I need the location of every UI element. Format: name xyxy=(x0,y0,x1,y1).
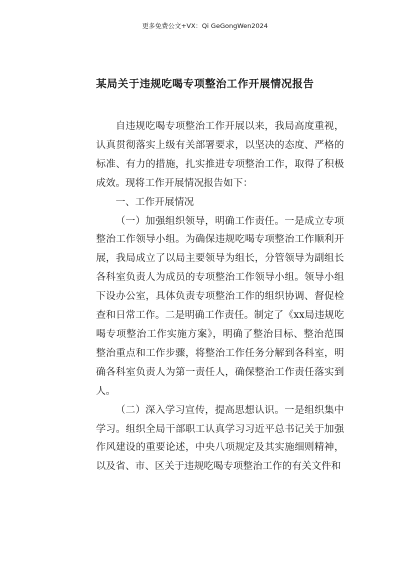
document-title: 某局关于违规吃喝专项整治工作开展情况报告 xyxy=(96,78,314,90)
paragraph-organization: （一）加强组织领导，明确工作责任。一是成立专项整治工作领导小组。为确保违规吃喝专项整治工作顺利开展，我局成立了以局主要领导为组长，分管领导为副组长各科室负责人为成员的专项整治工作领导小组。领导小组下设办公室，具体负责专项整治工作的组织协调、督促检查和日常工作。二是明确工作责任。制定了《xx局违规吃喝专项整治工作实施方案》，明确了整治目标、整治范围整治重点和工作步骤，将整治工作任务分解到各科室，明确各科室负责人为第一责任人，确保整治工作责任落实到人。 xyxy=(96,215,344,397)
document-body xyxy=(96,118,344,477)
paragraph-intro: 自违规吃喝专项整治工作开展以来，我局高度重视，认真贯彻落实上级有关部署要求，以坚决的态度、严格的标准、有力的措施，扎实推进专项整治工作，取得了积极成效。现将工作开展情况报告如下： xyxy=(96,121,344,189)
section-heading: 一、工作开展情况 xyxy=(115,196,194,208)
header-note: 更多免费公文+VX：Qi GeGongWen2024 xyxy=(142,22,268,30)
paragraph-study: （二）深入学习宣传，提高思想认识。一是组织集中学习。组织全局干部职工认真学习习近平总书记关于加强作风建设的重要论述，中央八项规定及其实施细则精神，以及省、市、区关于违规吃喝专项整治工作的有关文件和 xyxy=(96,404,344,473)
